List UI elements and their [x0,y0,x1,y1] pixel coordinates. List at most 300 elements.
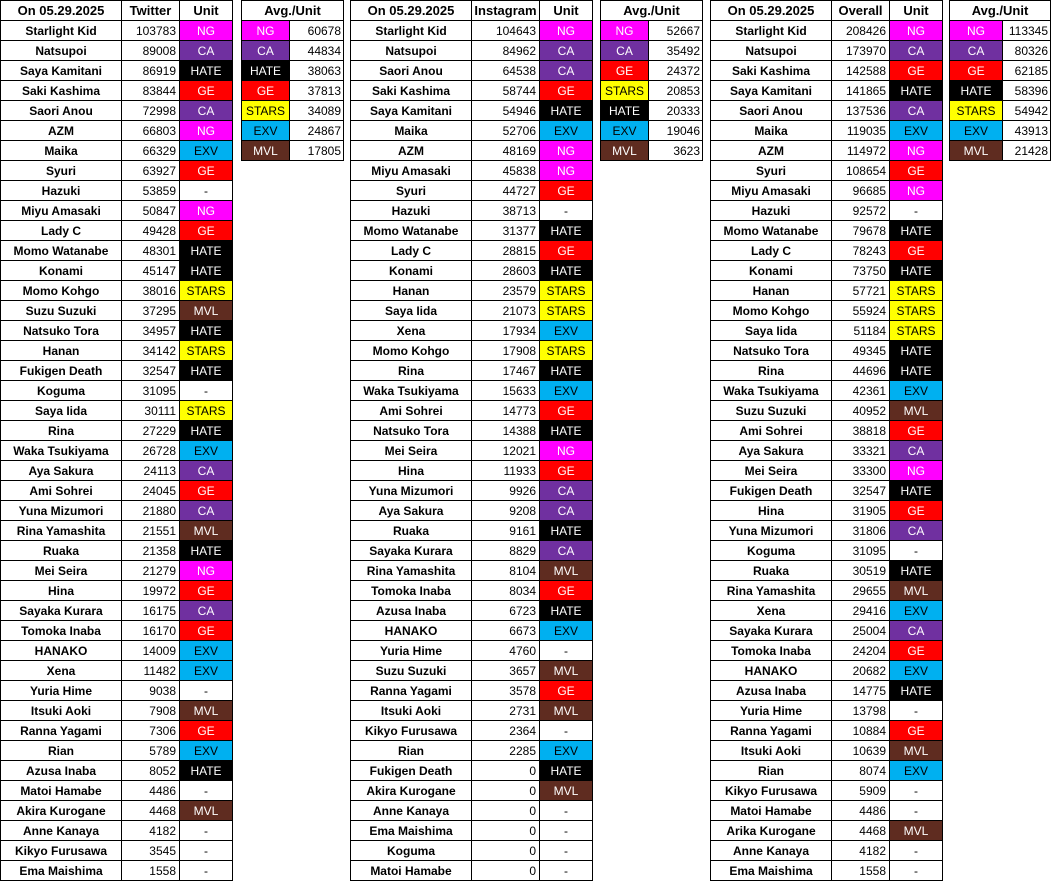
wrestler-name: Saori Anou [351,61,472,81]
twitter-avg-unit-table [241,0,344,161]
follower-count: 6673 [472,621,540,641]
follower-count: 0 [472,821,540,841]
avg-header-row [242,1,344,21]
follower-count: 6723 [472,601,540,621]
table-row [1,801,233,821]
avg-row [601,141,703,161]
unit-badge: - [540,801,593,821]
avg-value: 60678 [290,21,344,41]
table-row [351,461,593,481]
unit-badge: HATE [540,421,593,441]
table-row [351,581,593,601]
unit-badge: - [890,861,943,881]
wrestler-name: Itsuki Aoki [1,701,122,721]
follower-count: 4182 [122,821,180,841]
table-row [351,161,593,181]
follower-count: 79678 [832,221,890,241]
table-row [1,741,233,761]
wrestler-name: Azusa Inaba [351,601,472,621]
wrestler-name: Starlight Kid [351,21,472,41]
follower-count: 4468 [122,801,180,821]
wrestler-name: Fukigen Death [351,761,472,781]
follower-count: 21551 [122,521,180,541]
unit-badge: HATE [540,221,593,241]
table-row [351,101,593,121]
unit-badge: MVL [180,301,233,321]
unit-badge: CA [890,101,943,121]
unit-badge: EXV [890,761,943,781]
unit-badge: CA [242,41,290,61]
wrestler-name: Mei Seira [711,461,832,481]
follower-count: 48301 [122,241,180,261]
wrestler-name: Akira Kurogane [1,801,122,821]
table-row [351,241,593,261]
unit-badge: MVL [180,521,233,541]
wrestler-name: Ruaka [351,521,472,541]
unit-badge: EXV [890,661,943,681]
unit-badge: - [540,821,593,841]
table-row [351,41,593,61]
unit-badge: STARS [180,341,233,361]
unit-badge: EXV [540,741,593,761]
follower-count: 24045 [122,481,180,501]
avg-value: 20853 [649,81,703,101]
follower-count: 8074 [832,761,890,781]
wrestler-name: HANAKO [711,661,832,681]
follower-count: 66803 [122,121,180,141]
table-row [351,841,593,861]
unit-badge: STARS [180,401,233,421]
follower-count: 38818 [832,421,890,441]
unit-badge: HATE [180,421,233,441]
follower-count: 45838 [472,161,540,181]
table-row [711,861,943,881]
date-header: On 05.29.2025 [711,1,832,21]
wrestler-name: Saya Iida [351,301,472,321]
table-header-row [711,1,943,21]
unit-badge: CA [540,41,593,61]
wrestler-name: Saori Anou [711,101,832,121]
wrestler-name: Rian [711,761,832,781]
avg-value: 44834 [290,41,344,61]
table-row [1,441,233,461]
follower-count: 8052 [122,761,180,781]
table-row [351,501,593,521]
table-row [711,121,943,141]
wrestler-name: Yuria Hime [1,681,122,701]
avg-value: 43913 [1003,121,1051,141]
follower-count: 2285 [472,741,540,761]
unit-badge: EXV [890,601,943,621]
unit-badge: - [890,801,943,821]
follower-count: 13798 [832,701,890,721]
follower-count: 15633 [472,381,540,401]
avg-value: 19046 [649,121,703,141]
table-row [351,681,593,701]
table-row [351,561,593,581]
metric-header: Twitter [122,1,180,21]
table-row [711,661,943,681]
unit-badge: - [540,861,593,881]
follower-count: 63927 [122,161,180,181]
unit-badge: GE [890,241,943,261]
follower-count: 16175 [122,601,180,621]
wrestler-name: Maika [1,141,122,161]
table-row [711,261,943,281]
unit-badge: - [180,381,233,401]
unit-badge: NG [890,21,943,41]
follower-count: 51184 [832,321,890,341]
avg-value: 38063 [290,61,344,81]
follower-count: 34957 [122,321,180,341]
wrestler-name: Saya Kamitani [711,81,832,101]
wrestler-name: Natsuko Tora [711,341,832,361]
unit-badge: EXV [601,121,649,141]
wrestler-name: Fukigen Death [1,361,122,381]
unit-badge: NG [540,441,593,461]
wrestler-name: Lady C [711,241,832,261]
unit-badge: GE [540,681,593,701]
follower-count: 33321 [832,441,890,461]
table-row [1,41,233,61]
wrestler-name: Rina [351,361,472,381]
table-row [1,821,233,841]
table-row [351,821,593,841]
avg-row [950,141,1051,161]
table-row [351,141,593,161]
unit-badge: MVL [540,561,593,581]
avg-value: 62185 [1003,61,1051,81]
unit-badge: NG [180,561,233,581]
follower-count: 12021 [472,441,540,461]
unit-badge: HATE [540,521,593,541]
wrestler-name: Akira Kurogane [351,781,472,801]
unit-badge: GE [180,721,233,741]
table-row [711,681,943,701]
follower-count: 173970 [832,41,890,61]
table-row [351,301,593,321]
wrestler-name: Rina Yamashita [711,581,832,601]
table-row [1,181,233,201]
metric-header: Instagram [472,1,540,21]
wrestler-name: Kikyo Furusawa [711,781,832,801]
wrestler-name: Natsuko Tora [351,421,472,441]
table-row [711,241,943,261]
unit-badge: - [180,681,233,701]
unit-header: Unit [540,1,593,21]
unit-badge: HATE [180,61,233,81]
table-row [1,221,233,241]
follower-count: 9161 [472,521,540,541]
wrestler-name: Ranna Yagami [711,721,832,741]
wrestler-name: Hina [1,581,122,601]
follower-count: 137536 [832,101,890,121]
follower-count: 29655 [832,581,890,601]
unit-badge: GE [890,721,943,741]
table-row [711,81,943,101]
follower-count: 20682 [832,661,890,681]
unit-badge: HATE [890,361,943,381]
unit-badge: GE [180,621,233,641]
avg-row [601,61,703,81]
avg-row [242,121,344,141]
table-row [711,761,943,781]
follower-count: 4760 [472,641,540,661]
follower-count: 31905 [832,501,890,521]
follower-count: 7908 [122,701,180,721]
unit-badge: NG [242,21,290,41]
wrestler-name: Syuri [351,181,472,201]
wrestler-name: Hazuki [1,181,122,201]
wrestler-name: Anne Kanaya [711,841,832,861]
wrestler-name: Syuri [1,161,122,181]
wrestler-name: Natsuko Tora [1,321,122,341]
table-row [351,701,593,721]
wrestler-name: Momo Watanabe [1,241,122,261]
table-row [1,321,233,341]
wrestler-name: Maika [711,121,832,141]
wrestler-name: Sayaka Kurara [711,621,832,641]
follower-count: 11933 [472,461,540,481]
wrestler-name: Aya Sakura [351,501,472,521]
table-row [1,261,233,281]
wrestler-name: Kikyo Furusawa [1,841,122,861]
unit-badge: - [180,861,233,881]
follower-count: 11482 [122,661,180,681]
wrestler-name: Momo Kohgo [711,301,832,321]
table-row [1,861,233,881]
table-row [711,281,943,301]
follower-count: 0 [472,801,540,821]
follower-count: 9926 [472,481,540,501]
unit-badge: HATE [890,341,943,361]
follower-count: 55924 [832,301,890,321]
wrestler-name: Starlight Kid [1,21,122,41]
follower-count: 84962 [472,41,540,61]
unit-badge: HATE [180,321,233,341]
wrestler-name: Matoi Hamabe [1,781,122,801]
table-row [1,541,233,561]
unit-badge: EXV [540,621,593,641]
wrestler-name: Koguma [351,841,472,861]
unit-badge: MVL [180,801,233,821]
follower-count: 89008 [122,41,180,61]
wrestler-name: Itsuki Aoki [351,701,472,721]
unit-badge: GE [540,181,593,201]
follower-count: 96685 [832,181,890,201]
wrestler-name: Aya Sakura [711,441,832,461]
wrestler-name: AZM [711,141,832,161]
table-row [1,381,233,401]
table-row [1,661,233,681]
avg-row [950,41,1051,61]
wrestler-name: Yuna Mizumori [1,501,122,521]
follower-count: 27229 [122,421,180,441]
unit-badge: CA [890,521,943,541]
follower-count: 28603 [472,261,540,281]
unit-badge: GE [180,221,233,241]
wrestler-name: Ami Sohrei [1,481,122,501]
table-row [711,341,943,361]
avg-value: 17805 [290,141,344,161]
unit-badge: MVL [180,701,233,721]
avg-value: 113345 [1003,21,1051,41]
follower-count: 73750 [832,261,890,281]
unit-badge: HATE [540,101,593,121]
unit-badge: CA [180,101,233,121]
follower-count: 8034 [472,581,540,601]
table-row [351,21,593,41]
table-row [711,181,943,201]
wrestler-name: Matoi Hamabe [351,861,472,881]
table-row [351,621,593,641]
table-row [351,121,593,141]
unit-badge: - [540,201,593,221]
wrestler-name: Hina [351,461,472,481]
wrestler-name: Syuri [711,161,832,181]
follower-count: 44696 [832,361,890,381]
avg-value: 58396 [1003,81,1051,101]
wrestler-name: Yuria Hime [711,701,832,721]
wrestler-name: Rian [1,741,122,761]
unit-badge: HATE [890,561,943,581]
follower-count: 108654 [832,161,890,181]
follower-count: 1558 [832,861,890,881]
table-row [711,421,943,441]
follower-count: 10639 [832,741,890,761]
unit-badge: MVL [540,781,593,801]
table-row [711,781,943,801]
follower-count: 14009 [122,641,180,661]
table-row [1,21,233,41]
follower-count: 24204 [832,641,890,661]
follower-count: 16170 [122,621,180,641]
unit-badge: MVL [950,141,1003,161]
follower-count: 17934 [472,321,540,341]
follower-count: 32547 [122,361,180,381]
avg-row [601,21,703,41]
follower-count: 66329 [122,141,180,161]
wrestler-name: Lady C [351,241,472,261]
follower-count: 25004 [832,621,890,641]
follower-count: 49428 [122,221,180,241]
follower-count: 119035 [832,121,890,141]
unit-badge: GE [540,461,593,481]
table-row [1,521,233,541]
avg-row [601,101,703,121]
unit-badge: MVL [242,141,290,161]
follower-count: 21279 [122,561,180,581]
table-row [351,541,593,561]
follower-count: 7306 [122,721,180,741]
follower-count: 49345 [832,341,890,361]
unit-badge: EXV [180,141,233,161]
unit-badge: GE [540,581,593,601]
unit-badge: HATE [242,61,290,81]
wrestler-name: Rina [1,421,122,441]
unit-badge: - [180,841,233,861]
follower-count: 5789 [122,741,180,761]
wrestler-name: Koguma [711,541,832,561]
unit-badge: GE [180,581,233,601]
table-row [351,361,593,381]
wrestler-name: Miyu Amasaki [711,181,832,201]
wrestler-name: Miyu Amasaki [1,201,122,221]
follower-count: 1558 [122,861,180,881]
unit-badge: - [890,541,943,561]
follower-count: 83844 [122,81,180,101]
follower-count: 14773 [472,401,540,421]
avg-header: Avg./Unit [950,1,1051,21]
wrestler-name: Xena [351,321,472,341]
unit-badge: CA [180,461,233,481]
wrestler-name: Azusa Inaba [711,681,832,701]
wrestler-name: Mei Seira [351,441,472,461]
unit-badge: EXV [242,121,290,141]
table-row [711,841,943,861]
follower-count: 103783 [122,21,180,41]
table-row [711,41,943,61]
follower-count: 17467 [472,361,540,381]
follower-count: 0 [472,841,540,861]
table-row [351,421,593,441]
date-header: On 05.29.2025 [1,1,122,21]
wrestler-name: Ema Maishima [351,821,472,841]
wrestler-name: Anne Kanaya [1,821,122,841]
table-row [711,561,943,581]
table-row [1,841,233,861]
table-row [351,721,593,741]
follower-count: 31095 [122,381,180,401]
unit-badge: MVL [890,581,943,601]
unit-badge: NG [950,21,1003,41]
unit-badge: CA [540,501,593,521]
table-row [711,541,943,561]
avg-header: Avg./Unit [601,1,703,21]
unit-badge: GE [890,501,943,521]
unit-badge: - [540,641,593,661]
follower-count: 8829 [472,541,540,561]
wrestler-name: Rina [711,361,832,381]
table-row [351,81,593,101]
wrestler-name: Suzu Suzuki [1,301,122,321]
table-row [351,201,593,221]
unit-badge: NG [540,21,593,41]
wrestler-name: Momo Watanabe [711,221,832,241]
unit-badge: HATE [180,761,233,781]
wrestler-name: HANAKO [1,641,122,661]
table-row [1,481,233,501]
table-row [1,641,233,661]
table-row [1,201,233,221]
avg-header-row [601,1,703,21]
unit-badge: HATE [180,261,233,281]
unit-badge: HATE [540,761,593,781]
follower-count: 14775 [832,681,890,701]
unit-badge: CA [890,41,943,61]
follower-count: 34142 [122,341,180,361]
wrestler-name: Natsupoi [1,41,122,61]
unit-badge: STARS [540,301,593,321]
follower-count: 40952 [832,401,890,421]
wrestler-name: Tomoka Inaba [1,621,122,641]
unit-badge: HATE [180,541,233,561]
unit-badge: - [890,701,943,721]
table-row [711,321,943,341]
follower-count: 0 [472,781,540,801]
wrestler-name: Konami [711,261,832,281]
unit-badge: HATE [540,601,593,621]
